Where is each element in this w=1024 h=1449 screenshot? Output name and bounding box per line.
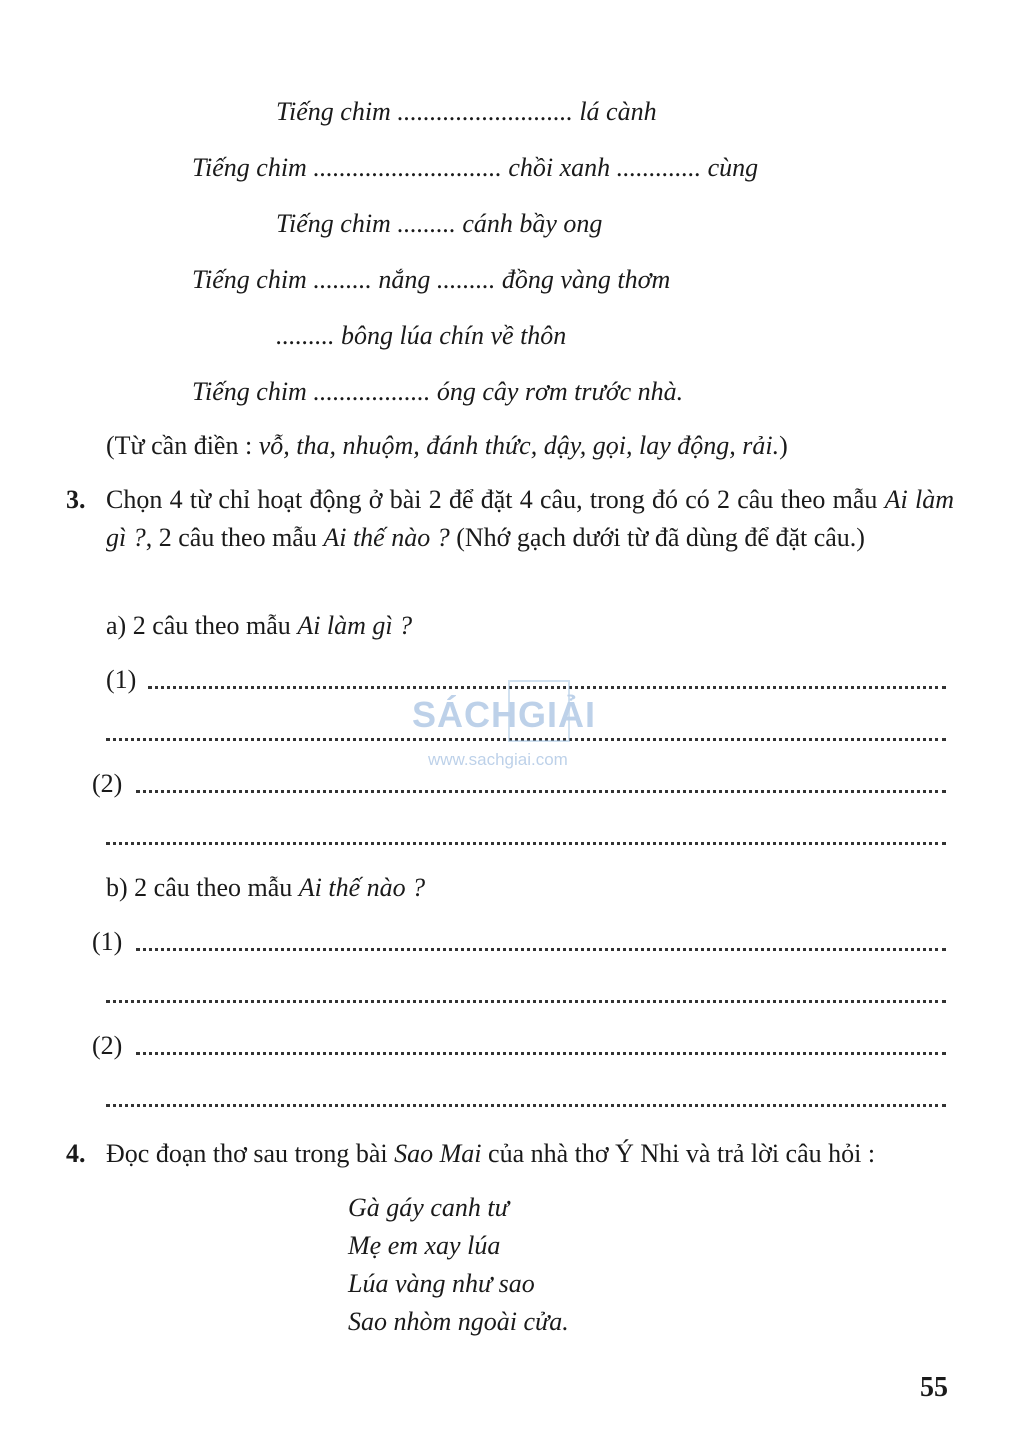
part-a-answer-2-line-2[interactable] [106, 842, 946, 845]
word-hint-prefix: (Từ cần điền : [106, 431, 259, 460]
sao-mai-line-4: Sao nhòm ngoài cửa. [348, 1307, 569, 1336]
watermark-url: www.sachgiai.com [428, 750, 568, 769]
part-a-answer-2-line-1[interactable] [136, 790, 946, 793]
part-b-answer-2-line-2[interactable] [106, 1104, 946, 1107]
part-a-item-1-label: (1) [106, 665, 137, 694]
word-hint-words: vỗ, tha, nhuộm, đánh thức, dậy, gọi, lay động, rải. [258, 431, 780, 460]
question-3-text [106, 481, 954, 557]
part-b-item-2-label: (2) [92, 1031, 123, 1060]
sachgiai-watermark [412, 676, 612, 776]
question-4-poem-title: Sao Mai [394, 1139, 482, 1168]
poem-line-1: Tiếng chim ........................... lá cành [276, 97, 657, 126]
poem-line-4: Tiếng chim ......... nắng ......... đồng vàng thơm [192, 265, 671, 294]
poem-line-3: Tiếng chim ......... cánh bầy ong [276, 209, 603, 238]
sao-mai-line-2: Mẹ em xay lúa [348, 1231, 501, 1260]
question-3-pattern-a: Ai làm gì ? [106, 485, 954, 552]
question-3-text-2: , 2 câu theo mẫu [145, 523, 324, 552]
part-b-pattern: Ai thế nào ? [298, 873, 426, 902]
question-4-text-1: Đọc đoạn thơ sau trong bài [106, 1139, 395, 1168]
question-3-number: 3. [66, 485, 86, 514]
word-hint [106, 430, 788, 462]
question-4-text-2: của nhà thơ Ý Nhi và trả lời câu hỏi : [481, 1139, 876, 1168]
poem-line-2: Tiếng chim ............................. chồi xanh ............. cùng [192, 153, 759, 182]
question-3-pattern-b: Ai thế nào ? [323, 523, 450, 552]
part-b-answer-1-line-1[interactable] [136, 948, 946, 951]
question-4-text [106, 1138, 875, 1170]
word-hint-suffix: ) [779, 431, 788, 460]
watermark-brand: SÁCHGIẢI [412, 694, 597, 735]
poem-line-6: Tiếng chim .................. óng cây rơm trước nhà. [192, 377, 684, 406]
question-3-text-1: Chọn 4 từ chỉ hoạt động ở bài 2 để đặt 4 câu, trong đó có 2 câu theo mẫu [106, 485, 885, 514]
part-a-prefix: a) 2 câu theo mẫu [106, 611, 298, 640]
part-b-item-1-label: (1) [92, 927, 123, 956]
page-number: 55 [920, 1372, 948, 1403]
part-a-item-2-label: (2) [92, 769, 123, 798]
part-a-heading [106, 610, 412, 642]
sao-mai-line-3: Lúa vàng như sao [348, 1269, 535, 1298]
sao-mai-line-1: Gà gáy canh tư [348, 1193, 509, 1222]
part-a-pattern: Ai làm gì ? [297, 611, 413, 640]
part-b-prefix: b) 2 câu theo mẫu [106, 873, 299, 902]
part-b-heading [106, 872, 425, 904]
question-3-text-3: (Nhớ gạch dưới từ đã dùng để đặt câu.) [449, 523, 865, 552]
part-b-answer-1-line-2[interactable] [106, 1000, 946, 1003]
part-b-answer-2-line-1[interactable] [136, 1052, 946, 1055]
question-4-number: 4. [66, 1139, 86, 1168]
poem-line-5: ......... bông lúa chín về thôn [276, 321, 567, 350]
